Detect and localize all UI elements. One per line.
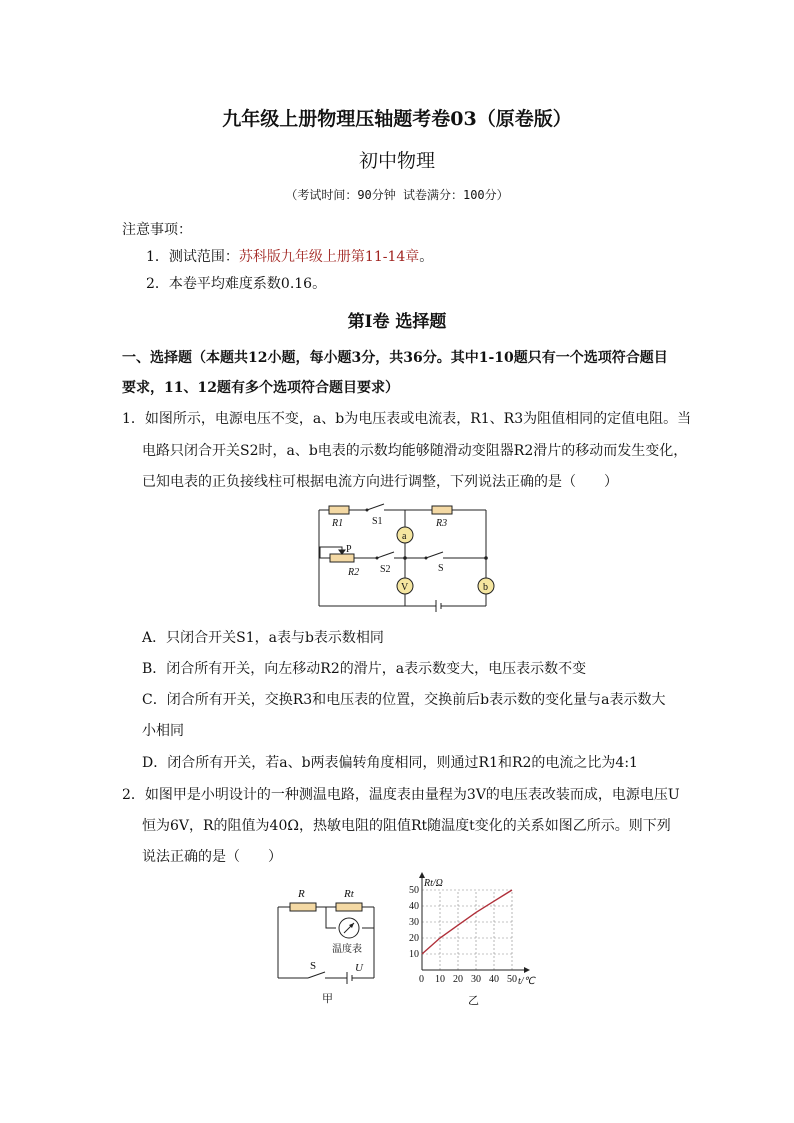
label-b: b [483,582,488,593]
notes-item-1-suffix: 。 [419,249,434,265]
q1-circuit-diagram [312,500,502,612]
q1-option-a: A．只闭合开关S1，a表与b表示数相同 [142,630,384,646]
label-r3: R3 [436,518,448,529]
label-p: P [346,544,352,555]
x-tick-label: 0 [419,974,424,985]
label-v: V [401,582,409,593]
label-r2: R2 [348,567,360,578]
notes-item-2: 2．本卷平均难度系数0.16。 [146,276,327,292]
q2-circuit-diagram [270,882,390,1007]
label-s2: S2 [380,564,391,575]
x-tick-label: 20 [453,974,463,985]
x-axis-label: t/℃ [518,976,535,987]
label-s: S [438,563,444,574]
q2-stem-line-2: 恒为6V，R的阻值为40Ω，热敏电阻的阻值Rt随温度t变化的关系如图乙所示。则下列 [142,818,671,834]
caption-jia: 甲 [322,993,333,1005]
y-axis-label: Rt/Ω [424,878,443,889]
r2-rheostat [330,554,354,562]
notes-item-1 [146,246,433,266]
label-a: a [402,531,407,542]
label-r: R [298,888,305,900]
label-s: S [310,960,317,972]
q1-stem-line-3: 已知电表的正负接线柱可根据电流方向进行调整，下列说法正确的是（ ） [142,474,618,490]
label-r1: R1 [332,518,344,529]
label-rt: Rt [344,888,354,900]
switch-s2 [377,552,394,558]
q1-option-d: D．闭合所有开关，若a、b两表偏转角度相同，则通过R1和R2的电流之比为4:1 [142,755,638,771]
y-tick-label: 40 [409,901,419,912]
section-intro-line-2: 要求，11、12题有多个选项符合题目要求） [122,380,399,396]
rt-temperature-chart [402,872,544,1007]
notes-item-1-prefix: 1．测试范围： [146,249,239,265]
r-resistor [290,903,316,911]
x-tick-label: 10 [435,974,445,985]
q1-stem-line-2: 电路只闭合开关S2时，a、b电表的示数均能够随滑动变阻器R2滑片的移动而发生变化， [142,443,688,459]
rt-thermistor [336,903,362,911]
page-title: 九年级上册物理压轴题考卷03（原卷版） [222,108,572,130]
caption-yi: 乙 [468,995,479,1007]
x-tick-label: 40 [489,974,499,985]
switch-s [426,552,443,558]
switch-s1 [367,504,384,510]
q1-option-b: B．闭合所有开关，向左移动R2的滑片，a表示数变大，电压表示数不变 [142,661,587,677]
r1-resistor [329,506,349,514]
test-scope: 苏科版九年级上册第11-14章 [238,249,420,265]
exam-info: （考试时间：90分钟 试卷满分：100分） [285,188,509,202]
x-tick-label: 30 [471,974,481,985]
switch-s [308,972,325,978]
section-intro-line-1: 一、选择题（本题共12小题，每小题3分，共36分。其中1-10题只有一个选项符合题目 [122,350,668,366]
q2-stem-line-3: 说法正确的是（ ） [142,849,282,865]
label-u: U [355,962,363,974]
page-subtitle: 初中物理 [358,150,435,172]
q2-stem-line-1: 2．如图甲是小明设计的一种测温电路，温度表由量程为3V的电压表改装而成，电源电压U [122,787,680,803]
y-tick-label: 50 [409,885,419,896]
y-tick-label: 30 [409,917,419,928]
q1-option-c-line-2: 小相同 [142,723,184,739]
r3-resistor [432,506,452,514]
label-meter: 温度表 [332,944,362,955]
y-tick-label: 20 [409,933,419,944]
notes-heading: 注意事项： [122,222,192,238]
q1-stem-line-1: 1．如图所示，电源电压不变，a、b为电压表或电流表，R1、R3为阻值相同的定值电阻。当 [122,411,692,427]
section-title: 第Ⅰ卷 选择题 [347,312,447,332]
q1-option-c-line-1: C．闭合所有开关，交换R3和电压表的位置，交换前后b表示数的变化量与a表示数大 [142,692,666,708]
label-s1: S1 [372,516,383,527]
y-tick-label: 10 [409,949,419,960]
x-tick-label: 50 [507,974,517,985]
